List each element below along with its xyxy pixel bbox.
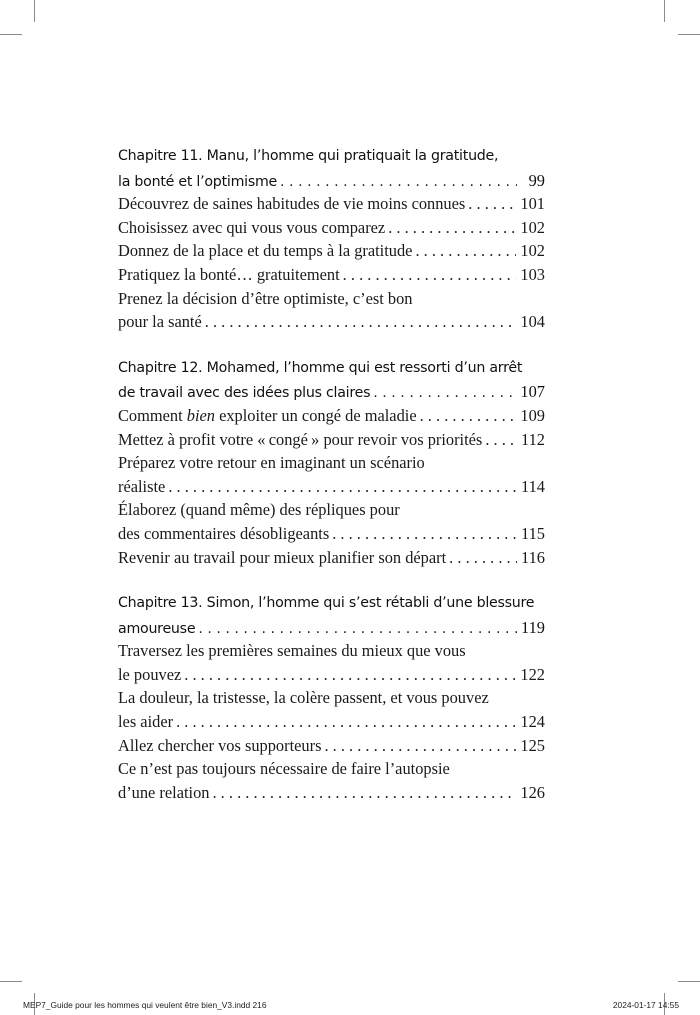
entry-title: Revenir au travail pour mieux planifier son départ [118,547,447,567]
dot-leader [280,171,517,195]
chapter-title-line [118,145,545,169]
page-number: 107 [520,382,545,402]
page-number: 109 [520,405,545,425]
page-number: 116 [521,547,545,567]
chapter-title: la bonté et l’optimisme [118,173,278,190]
toc-row[interactable] [118,616,545,640]
dot-leader [198,618,517,642]
entry-title [118,404,417,428]
toc-entry[interactable] [118,263,545,287]
entry-line [118,404,545,428]
dot-leader [176,710,516,734]
dot-leader [324,734,516,758]
entry-line [118,498,545,522]
dot-leader [388,216,516,240]
dot-leader [485,428,517,452]
entry-line [118,216,545,240]
entry-title: le pouvez [118,664,182,684]
dot-leader [343,263,517,287]
toc-row[interactable] [118,380,545,404]
dot-leader [468,192,516,216]
entry-line [118,451,545,475]
page-number: 126 [520,782,545,802]
chapter-title-line [118,357,545,381]
entry-title: réaliste [118,476,166,496]
dot-leader [184,663,516,687]
entry-title: Donnez de la place et du temps à la gratitude [118,241,413,261]
dot-leader [212,781,516,805]
chapter-title-line [118,592,545,616]
chapter-title: amoureuse [118,620,196,637]
entry-line [118,192,545,216]
toc-row[interactable] [118,169,545,193]
entry-title-part: exploiter un congé de maladie [214,405,417,425]
page-number: 112 [521,429,545,449]
slug-timestamp: 2024-01-17 14:55 [612,1000,679,1010]
page-number: 104 [520,312,545,332]
dot-leader [415,239,516,263]
entry-line [118,287,545,311]
dot-leader [420,404,517,428]
page-number: 102 [520,217,545,237]
entry-line [118,239,545,263]
page-number: 101 [520,194,545,214]
entry-line [118,781,545,805]
crop-mark [678,34,700,35]
toc-entry[interactable] [118,546,545,570]
chapter-heading [118,145,545,192]
page-number: 114 [521,476,545,496]
entry-title: Allez chercher vos supporteurs [118,735,322,755]
entry-title: les aider [118,712,174,732]
chapter-block [118,145,545,334]
chapter-title: Chapitre 13. Simon, l’homme qui s’est rétabli d’une blessure [118,595,535,612]
chapter-heading [118,357,545,404]
entry-title: pour la santé [118,312,202,332]
table-of-contents [118,145,545,827]
entry-title-part: Comment [118,405,187,425]
crop-mark [0,34,22,35]
toc-entry[interactable] [118,686,545,733]
crop-mark [0,981,22,982]
dot-leader [449,546,517,570]
chapter-title: Chapitre 11. Manu, l’homme qui pratiquait la gratitude, [118,148,499,164]
entry-title: d’une relation [118,782,210,802]
page-number: 102 [520,241,545,261]
entry-title: La douleur, la tristesse, la colère passent, et vous pouvez [118,688,489,708]
dot-leader [205,310,517,334]
toc-entry[interactable] [118,734,545,758]
toc-entry[interactable] [118,639,545,686]
entry-line [118,428,545,452]
toc-entry[interactable] [118,192,545,216]
entry-title: Pratiquez la bonté… gratuitement [118,264,340,284]
toc-entry[interactable] [118,428,545,452]
toc-entry[interactable] [118,287,545,334]
dot-leader [373,382,516,406]
slug-filename: MEP7_Guide pour les hommes qui veulent être bien_V3.indd 216 [23,1000,267,1010]
entry-line [118,310,545,334]
entry-line [118,639,545,663]
print-slug [23,1000,679,1010]
toc-entry[interactable] [118,404,545,428]
entry-line [118,663,545,687]
page-number: 124 [520,712,545,732]
toc-entry[interactable] [118,757,545,804]
entry-title: Élaborez (quand même) des répliques pour [118,500,400,520]
page-number: 115 [521,523,545,543]
entry-title: Prenez la décision d’être optimiste, c’est bon [118,288,413,308]
crop-mark [678,981,700,982]
toc-entry[interactable] [118,498,545,545]
page-number: 99 [528,170,545,190]
toc-entry[interactable] [118,239,545,263]
crop-mark [34,0,35,22]
dot-leader [332,522,517,546]
page-number: 122 [520,664,545,684]
entry-title: Ce n’est pas toujours nécessaire de faire l’autopsie [118,759,450,779]
entry-line [118,686,545,710]
entry-title: Choisissez avec qui vous vous comparez [118,217,386,237]
dot-leader [168,475,517,499]
entry-title-emphasis: bien [186,405,215,425]
chapter-title: de travail avec des idées plus claires [118,385,371,402]
entry-line [118,546,545,570]
chapter-title: Chapitre 12. Mohamed, l’homme qui est ressorti d’un arrêt [118,359,523,376]
page-number: 125 [520,735,545,755]
toc-entry[interactable] [118,451,545,498]
toc-entry[interactable] [118,216,545,240]
entry-line [118,734,545,758]
chapter-block [118,592,545,804]
entry-title: Préparez votre retour en imaginant un scénario [118,453,425,473]
entry-line [118,710,545,734]
entry-line [118,522,545,546]
crop-mark [664,0,665,22]
chapter-heading [118,592,545,639]
entry-title: Mettez à profit votre « congé » pour revoir vos priorités [118,429,483,449]
page-number: 103 [520,264,545,284]
entry-line [118,757,545,781]
entry-line [118,263,545,287]
entry-title: Traversez les premières semaines du mieux que vous [118,641,466,661]
chapter-block [118,357,545,569]
entry-title: Découvrez de saines habitudes de vie moins connues [118,194,466,214]
page-number: 119 [521,617,545,637]
entry-title: des commentaires désobligeants [118,523,330,543]
entry-line [118,475,545,499]
